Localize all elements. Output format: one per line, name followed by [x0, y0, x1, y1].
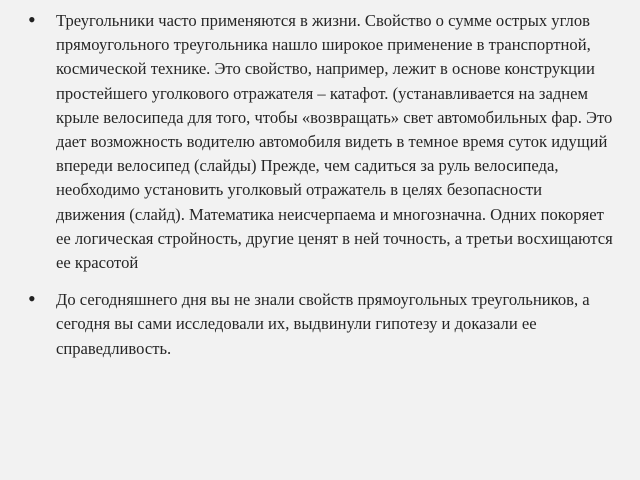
bullet-item: [28, 8, 614, 275]
bullet-dot-icon: •: [28, 7, 36, 32]
bullet-dot-icon: •: [28, 286, 36, 312]
paragraph-triangles-in-life: Треугольники часто применяются в жизни. Свойство о сумме острых углов прямоугольного треугольника нашло широкое применение в транспортной, космической технике. Это свойство, например, лежит в основе конструкции простейшего уголкового отражателя – катафот. (устанавливается на заднем крыле велосипеда для того, чтобы «возвращать» свет автомобильных фар. Это дает возможность водителю автомобиля видеть в темное время суток идущий впереди велосипед (слайды) Прежде, чем садиться за руль велосипеда, необходимо установить уголковый отражатель в целях безопасности движения (слайд). Математика неисчерпаема и многозначна. Одних покоряет ее логическая стройность, другие ценят в ней точность, а третьи восхищаются ее красотой: [56, 11, 613, 273]
bullet-list: [28, 8, 614, 361]
paragraph-lesson-conclusion: До сегодняшнего дня вы не знали свойств прямоугольных треугольников, а сегодня вы сами исследовали их, выдвинули гипотезу и доказали ее справедливость.: [56, 290, 590, 358]
bullet-item: [28, 287, 614, 361]
